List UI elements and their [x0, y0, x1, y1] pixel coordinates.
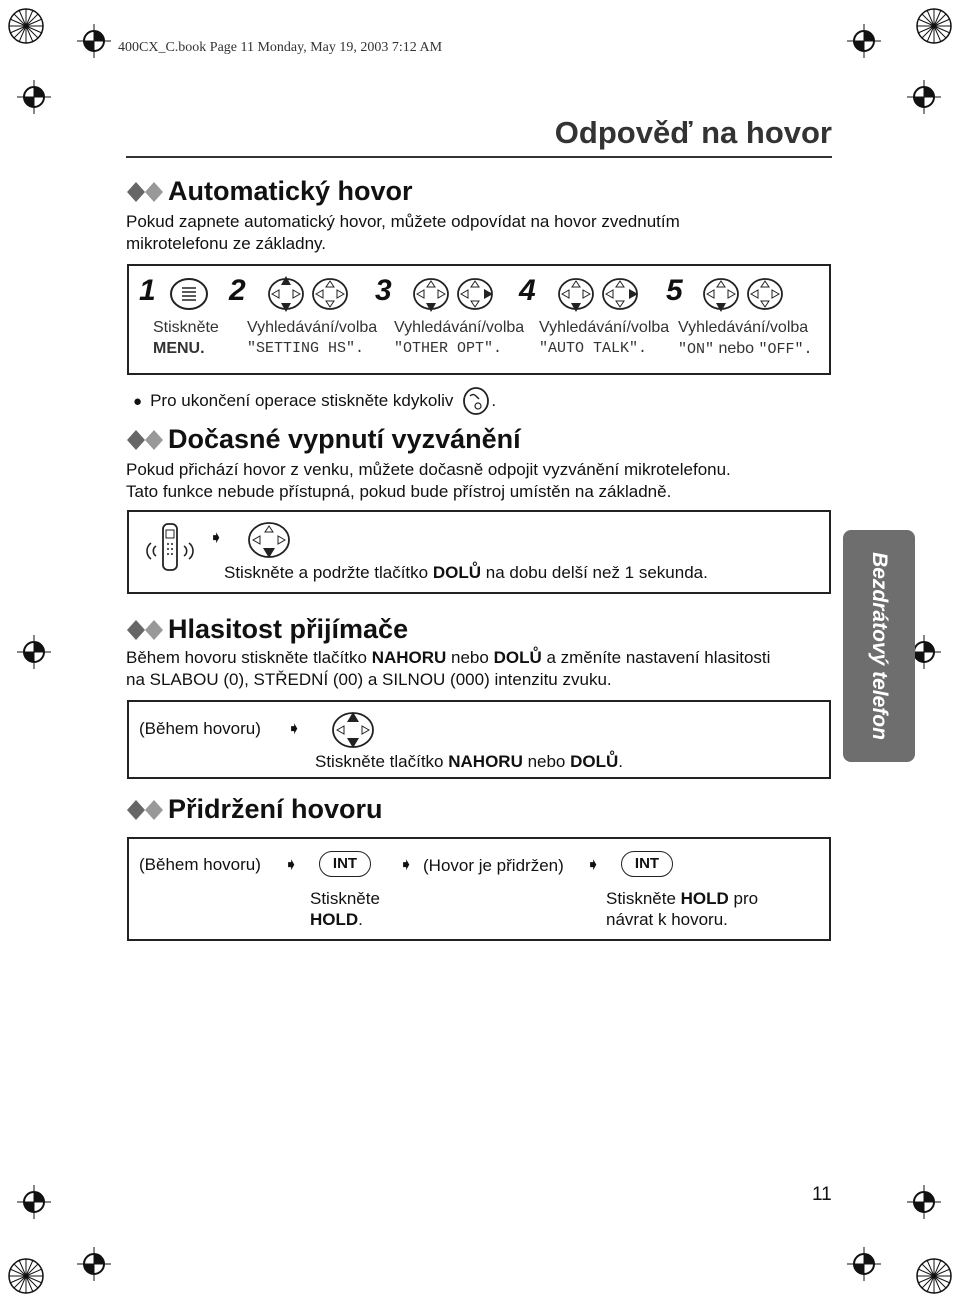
arrow-icon: ➧ — [586, 855, 601, 874]
navigator-key-updown-icon — [329, 710, 377, 755]
off-key-icon — [461, 386, 491, 416]
diamond-bullets-icon — [126, 181, 164, 203]
diamond-bullets-icon — [126, 619, 164, 641]
arrow-icon: ➧ — [284, 855, 299, 874]
registration-mark-icon — [77, 24, 111, 58]
int-key: INT — [319, 851, 371, 877]
section-heading-volume — [126, 614, 408, 645]
section-heading-hold — [126, 794, 383, 825]
page-title: Odpověď na hovor — [554, 115, 832, 150]
registration-mark-icon — [907, 1185, 941, 1219]
title-rule — [126, 156, 832, 158]
arrow-icon: ➧ — [209, 528, 224, 547]
registration-mark-icon — [17, 635, 51, 669]
step-number: 5 — [666, 274, 683, 307]
registration-mark-icon — [17, 1185, 51, 1219]
book-info-header: 400CX_C.book Page 11 Monday, May 19, 2003 7:12 AM — [118, 40, 443, 55]
paragraph-line: Pokud zapnete automatický hovor, můžete odpovídat na hovor zvednutím — [126, 212, 680, 231]
ringer-off-box — [127, 510, 831, 594]
during-call-label: (Během hovoru) — [139, 719, 261, 738]
section-title: Hlasitost přijímače — [168, 614, 409, 644]
section-heading-auto-talk — [126, 176, 413, 207]
navigator-key-icon — [264, 272, 354, 321]
step-label: Stiskněte MENU. — [153, 319, 219, 357]
auto-talk-steps-box — [127, 264, 831, 375]
paragraph-line: Během hovoru stiskněte tlačítko NAHORU nebo DOLŮ a změníte nastavení hlasitosti — [126, 648, 771, 667]
chapter-side-tab — [843, 530, 915, 762]
section-title: Dočasné vypnutí vyzvánění — [168, 424, 521, 454]
diamond-bullets-icon — [126, 799, 164, 821]
section-title: Přidržení hovoru — [168, 794, 383, 824]
resume-instruction: Stiskněte HOLD pro návrat k hovoru. — [606, 889, 759, 929]
auto-talk-description — [126, 211, 680, 255]
auto-talk-note: ● Pro ukončení operace stiskněte kdykoliv . — [133, 386, 496, 416]
step-number: 3 — [375, 274, 392, 307]
ringer-off-instruction: Stiskněte a podržte tlačítko DOLŮ na dobu delší než 1 sekunda. — [224, 563, 708, 582]
paragraph-line: Pokud přichází hovor z venku, můžete dočasně odpojit vyzvánění mikrotelefonu. — [126, 460, 731, 479]
navigator-key-icon — [699, 272, 789, 321]
color-wheel-mark-icon — [914, 1256, 954, 1296]
arrow-icon: ➧ — [399, 855, 414, 874]
registration-mark-icon — [77, 1247, 111, 1281]
menu-button-icon — [169, 276, 209, 317]
paragraph-line: mikrotelefonu ze základny. — [126, 234, 327, 253]
section-heading-ringer-off — [126, 424, 521, 455]
during-call-label: (Během hovoru) — [139, 855, 261, 874]
navigator-key-icon — [409, 272, 499, 321]
registration-mark-icon — [847, 24, 881, 58]
color-wheel-mark-icon — [914, 6, 954, 46]
step-number: 4 — [519, 274, 536, 307]
navigator-key-down-icon — [245, 520, 293, 565]
registration-mark-icon — [17, 80, 51, 114]
on-hold-label: (Hovor je přidržen) — [423, 856, 564, 875]
chapter-side-tab-label: Bezdrátový telefon — [868, 552, 891, 740]
ringer-off-description — [126, 459, 731, 503]
volume-box — [127, 700, 831, 779]
step-number: 2 — [229, 274, 246, 307]
page-number: 11 — [812, 1184, 832, 1205]
arrow-icon: ➧ — [287, 719, 302, 738]
hold-box — [127, 837, 831, 941]
registration-mark-icon — [847, 1247, 881, 1281]
volume-instruction: Stiskněte tlačítko NAHORU nebo DOLŮ. — [315, 752, 624, 771]
color-wheel-mark-icon — [6, 6, 46, 46]
navigator-key-icon — [554, 272, 644, 321]
registration-mark-icon — [907, 80, 941, 114]
step-label: Vyhledávání/volba "OTHER OPT". — [394, 319, 525, 357]
step-label: Vyhledávání/volba "ON" nebo "OFF". — [678, 319, 813, 358]
volume-description — [126, 647, 770, 691]
diamond-bullets-icon — [126, 429, 164, 451]
paragraph-line: Tato funkce nebude přístupná, pokud bude přístroj umístěn na základně. — [126, 482, 672, 501]
paragraph-line: na SLABOU (0), STŘEDNÍ (00) a SILNOU (000) intenzitu zvuku. — [126, 670, 612, 689]
step-label: Vyhledávání/volba "AUTO TALK". — [539, 319, 670, 357]
int-key: INT — [621, 851, 673, 877]
section-title: Automatický hovor — [168, 176, 413, 206]
step-label: Vyhledávání/volba "SETTING HS". — [247, 319, 378, 357]
ringing-handset-icon — [141, 520, 197, 581]
hold-instruction: Stiskněte HOLD. — [310, 889, 380, 929]
bullet-icon: ● — [133, 392, 143, 410]
color-wheel-mark-icon — [6, 1256, 46, 1296]
step-number: 1 — [139, 274, 156, 307]
